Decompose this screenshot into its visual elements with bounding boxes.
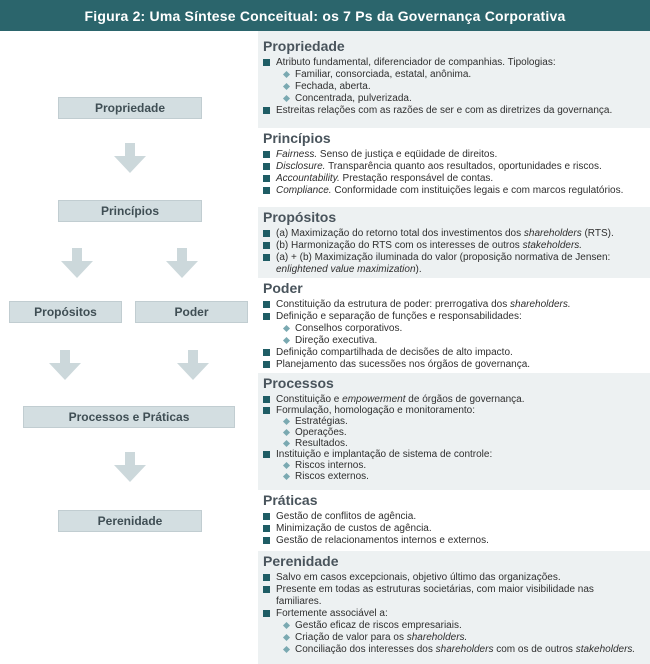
bullet-item [263,620,642,632]
bullet-item [263,535,642,547]
diamond-bullet-icon [283,622,290,629]
figure-title-bar [0,0,650,31]
square-bullet-icon [263,187,270,194]
square-bullet-icon [263,525,270,532]
bullet-text: Fairness. Senso de justiça e eqüidade de direitos. [276,149,498,160]
square-bullet-icon [263,513,270,520]
square-bullet-icon [263,610,270,617]
bullet-text: Formulação, homologação e monitoramento: [276,405,475,416]
sections-panel [258,31,650,664]
bullet-text: (b) Harmonização do RTS com os interesses de outros stakeholders. [276,240,583,251]
section-processos [258,373,650,490]
diamond-bullet-icon [283,439,290,446]
bullet-text: Planejamento das sucessões nos órgãos de governança. [276,359,531,370]
bullet-item [263,438,642,449]
section-perenidade [258,551,650,664]
bullet-item [263,252,642,276]
bullet-item [263,161,642,173]
bullet-text: (a) + (b) Maximização iluminada do valor (proposição normativa de Jensen: enlightened value maximization). [276,252,611,275]
flow-arrow-down-icon [177,350,209,380]
flow-arrow-down-icon [166,248,198,278]
bullet-item [263,347,642,359]
square-bullet-icon [263,230,270,237]
square-bullet-icon [263,537,270,544]
bullet-item [263,311,642,323]
bullet-item [263,359,642,371]
bullet-text: Riscos internos. [295,460,367,471]
bullet-text: Conciliação dos interesses dos shareholders com os de outros stakeholders. [295,644,636,655]
diamond-bullet-icon [283,83,290,90]
bullet-item [263,173,642,185]
figure-title: Figura 2: Uma Síntese Conceitual: os 7 Ps da Governança Corporativa [84,7,566,24]
diamond-bullet-icon [283,472,290,479]
bullet-text: Gestão eficaz de riscos empresariais. [295,620,462,631]
section-propriedade [258,31,650,128]
bullet-item [263,584,642,608]
square-bullet-icon [263,59,270,66]
section-heading: Processos [263,375,334,391]
square-bullet-icon [263,313,270,320]
bullet-item [263,185,642,197]
bullet-text: Presente em todas as estruturas societárias, com maior visibilidade nas familiares. [276,584,594,607]
bullet-item [263,394,642,405]
bullet-text: Minimização de custos de agência. [276,523,432,534]
flow-arrow-down-icon [49,350,81,380]
bullet-text: Instituição e implantação de sistema de controle: [276,449,493,460]
bullet-text: Gestão de relacionamentos internos e externos. [276,535,489,546]
bullet-item [263,572,642,584]
bullet-item [263,416,642,427]
bullet-item [263,449,642,460]
bullet-item [263,608,642,620]
flow-node-principios: Princípios [58,200,202,222]
bullet-text: Disclosure. Transparência quanto aos resultados, oportunidades e riscos. [276,161,602,172]
bullet-text: Compliance. Conformidade com instituições legais e com marcos regulatórios. [276,185,624,196]
section-heading: Poder [263,280,303,296]
diamond-bullet-icon [283,337,290,344]
section-poder [258,278,650,373]
diamond-bullet-icon [283,646,290,653]
diamond-bullet-icon [283,417,290,424]
bullet-item [263,57,642,69]
square-bullet-icon [263,175,270,182]
diamond-bullet-icon [283,325,290,332]
square-bullet-icon [263,254,270,261]
square-bullet-icon [263,451,270,458]
flow-node-processos-e-praticas: Processos e Práticas [23,406,235,428]
bullet-text: Conselhos corporativos. [295,323,403,334]
square-bullet-icon [263,586,270,593]
bullet-text: Concentrada, pulverizada. [295,93,412,104]
bullet-item [263,149,642,161]
flow-arrow-down-icon [114,143,146,173]
square-bullet-icon [263,349,270,356]
section-heading: Práticas [263,492,318,508]
bullet-text: Gestão de conflitos de agência. [276,511,417,522]
section-heading: Princípios [263,130,331,146]
bullet-text: Familiar, consorciada, estatal, anônima. [295,69,472,80]
square-bullet-icon [263,574,270,581]
section-propositos [258,207,650,278]
section-heading: Perenidade [263,553,339,569]
diamond-bullet-icon [283,95,290,102]
bullet-text: Fortemente associável a: [276,608,388,619]
square-bullet-icon [263,242,270,249]
bullet-item [263,405,642,416]
bullet-item [263,228,642,240]
bullet-text: Atributo fundamental, diferenciador de companhias. Tipologias: [276,57,556,68]
bullet-item [263,105,642,117]
bullet-item [263,471,642,482]
bullet-text: Direção executiva. [295,335,378,346]
diamond-bullet-icon [283,71,290,78]
bullet-text: Accountability. Prestação responsável de contas. [276,173,494,184]
bullet-item [263,511,642,523]
square-bullet-icon [263,361,270,368]
figure-body [0,31,650,664]
flow-node-perenidade: Perenidade [58,510,202,532]
bullet-item [263,69,642,81]
bullet-text: Resultados. [295,438,348,449]
flow-node-propriedade: Propriedade [58,97,202,119]
diamond-bullet-icon [283,428,290,435]
bullet-item [263,335,642,347]
bullet-item [263,323,642,335]
flow-arrow-down-icon [61,248,93,278]
flowchart [0,31,258,664]
square-bullet-icon [263,407,270,414]
bullet-text: Fechada, aberta. [295,81,371,92]
bullet-item [263,427,642,438]
diamond-bullet-icon [283,461,290,468]
bullet-item [263,93,642,105]
bullet-text: Constituição da estrutura de poder: prerrogativa dos shareholders. [276,299,571,310]
bullet-item [263,240,642,252]
bullet-item [263,632,642,644]
flow-node-propositos: Propósitos [9,301,122,323]
section-principios [258,128,650,207]
bullet-text: Riscos externos. [295,471,369,482]
flow-node-poder: Poder [135,301,248,323]
bullet-item [263,460,642,471]
bullet-text: Definição e separação de funções e responsabilidades: [276,311,522,322]
bullet-item [263,644,642,656]
bullet-text: Salvo em casos excepcionais, objetivo último das organizações. [276,572,561,583]
square-bullet-icon [263,151,270,158]
bullet-text: Definição compartilhada de decisões de alto impacto. [276,347,513,358]
section-heading: Propósitos [263,209,337,225]
bullet-item [263,81,642,93]
section-praticas [258,490,650,551]
bullet-text: Estreitas relações com as razões de ser e com as diretrizes da governança. [276,105,613,116]
square-bullet-icon [263,396,270,403]
section-heading: Propriedade [263,38,345,54]
bullet-item [263,523,642,535]
bullet-text: Estratégias. [295,416,348,427]
square-bullet-icon [263,107,270,114]
bullet-text: Operações. [295,427,347,438]
flow-arrow-down-icon [114,452,146,482]
bullet-text: (a) Maximização do retorno total dos investimentos dos shareholders (RTS). [276,228,614,239]
square-bullet-icon [263,163,270,170]
bullet-text: Criação de valor para os shareholders. [295,632,468,643]
diamond-bullet-icon [283,634,290,641]
bullet-item [263,299,642,311]
square-bullet-icon [263,301,270,308]
bullet-text: Constituição e empowerment de órgãos de governança. [276,394,525,405]
